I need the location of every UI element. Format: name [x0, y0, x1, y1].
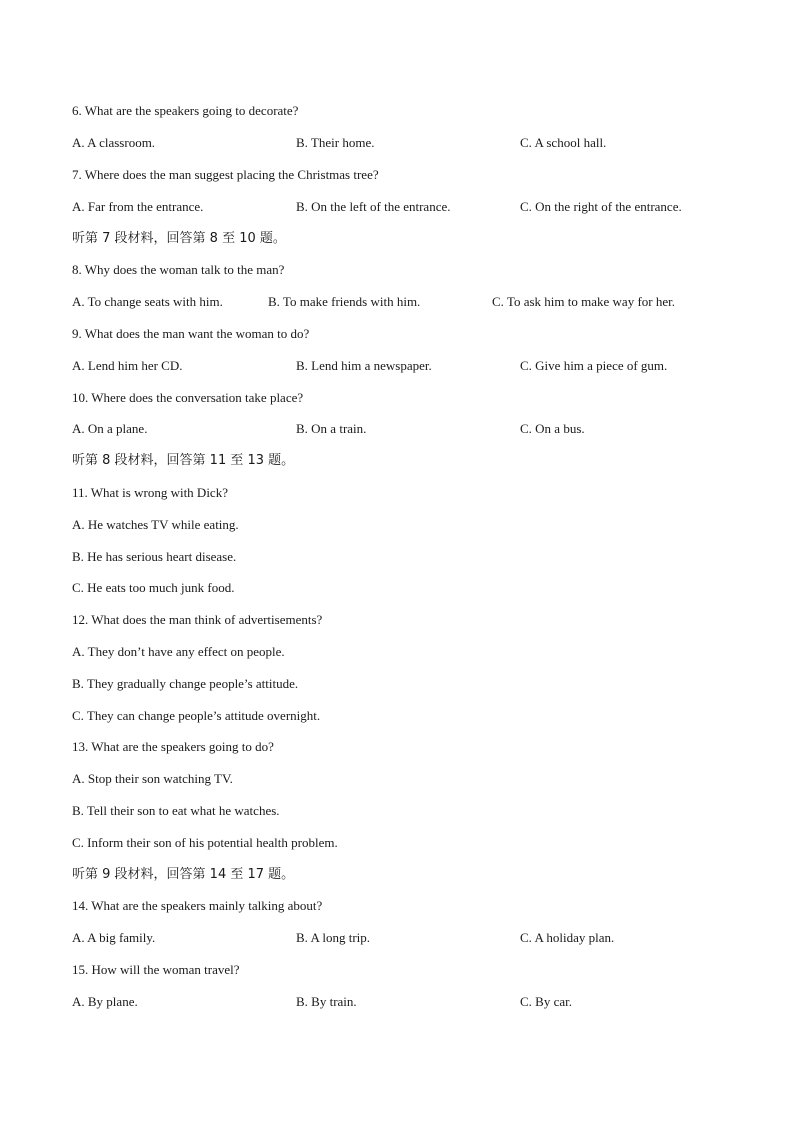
- section-heading-9: 听第 9 段材料，回答第 14 至 17 题。: [72, 867, 295, 882]
- question-8: 8. Why does the woman talk to the man?: [72, 262, 285, 277]
- question-11: 11. What is wrong with Dick?: [72, 485, 228, 500]
- question-7-option-a: A. Far from the entrance.: [72, 199, 204, 214]
- question-7: 7. Where does the man suggest placing the Christmas tree?: [72, 167, 379, 182]
- question-14-option-c: C. A holiday plan.: [520, 930, 615, 945]
- question-8-option-b: B. To make friends with him.: [268, 294, 421, 309]
- question-12-option-c: C. They can change people’s attitude overnight.: [72, 708, 321, 723]
- question-15-option-c: C. By car.: [520, 994, 572, 1009]
- question-11-option-c: C. He eats too much junk food.: [72, 580, 235, 595]
- question-6: 6. What are the speakers going to decorate?: [72, 103, 299, 118]
- question-7-option-b: B. On the left of the entrance.: [296, 199, 451, 214]
- question-14-option-b: B. A long trip.: [296, 930, 371, 945]
- question-6-option-c: C. A school hall.: [520, 135, 607, 150]
- question-6-option-b: B. Their home.: [296, 135, 375, 150]
- question-9-option-b: B. Lend him a newspaper.: [296, 358, 432, 373]
- question-11-option-b: B. He has serious heart disease.: [72, 549, 237, 564]
- question-12-option-b: B. They gradually change people’s attitude.: [72, 676, 299, 691]
- question-12-option-a: A. They don’t have any effect on people.: [72, 644, 285, 659]
- question-8-option-a: A. To change seats with him.: [72, 294, 223, 309]
- question-13: 13. What are the speakers going to do?: [72, 739, 274, 754]
- question-9: 9. What does the man want the woman to do?: [72, 326, 310, 341]
- question-9-option-c: C. Give him a piece of gum.: [520, 358, 668, 373]
- question-12: 12. What does the man think of advertisements?: [72, 612, 323, 627]
- question-7-option-c: C. On the right of the entrance.: [520, 199, 682, 214]
- question-9-option-a: A. Lend him her CD.: [72, 358, 183, 373]
- question-13-option-b: B. Tell their son to eat what he watches.: [72, 803, 280, 818]
- section-heading-8: 听第 8 段材料，回答第 11 至 13 题。: [72, 453, 295, 468]
- question-10-option-a: A. On a plane.: [72, 421, 148, 436]
- section-heading-7: 听第 7 段材料，回答第 8 至 10 题。: [72, 231, 286, 246]
- question-13-option-c: C. Inform their son of his potential health problem.: [72, 835, 338, 850]
- question-6-option-a: A. A classroom.: [72, 135, 156, 150]
- question-10: 10. Where does the conversation take place?: [72, 390, 304, 405]
- question-15-option-a: A. By plane.: [72, 994, 138, 1009]
- question-8-option-c: C. To ask him to make way for her.: [492, 294, 675, 309]
- question-15: 15. How will the woman travel?: [72, 962, 240, 977]
- question-11-option-a: A. He watches TV while eating.: [72, 517, 239, 532]
- question-10-option-b: B. On a train.: [296, 421, 367, 436]
- question-10-option-c: C. On a bus.: [520, 421, 585, 436]
- question-14-option-a: A. A big family.: [72, 930, 156, 945]
- question-13-option-a: A. Stop their son watching TV.: [72, 771, 233, 786]
- question-15-option-b: B. By train.: [296, 994, 357, 1009]
- question-14: 14. What are the speakers mainly talking about?: [72, 898, 323, 913]
